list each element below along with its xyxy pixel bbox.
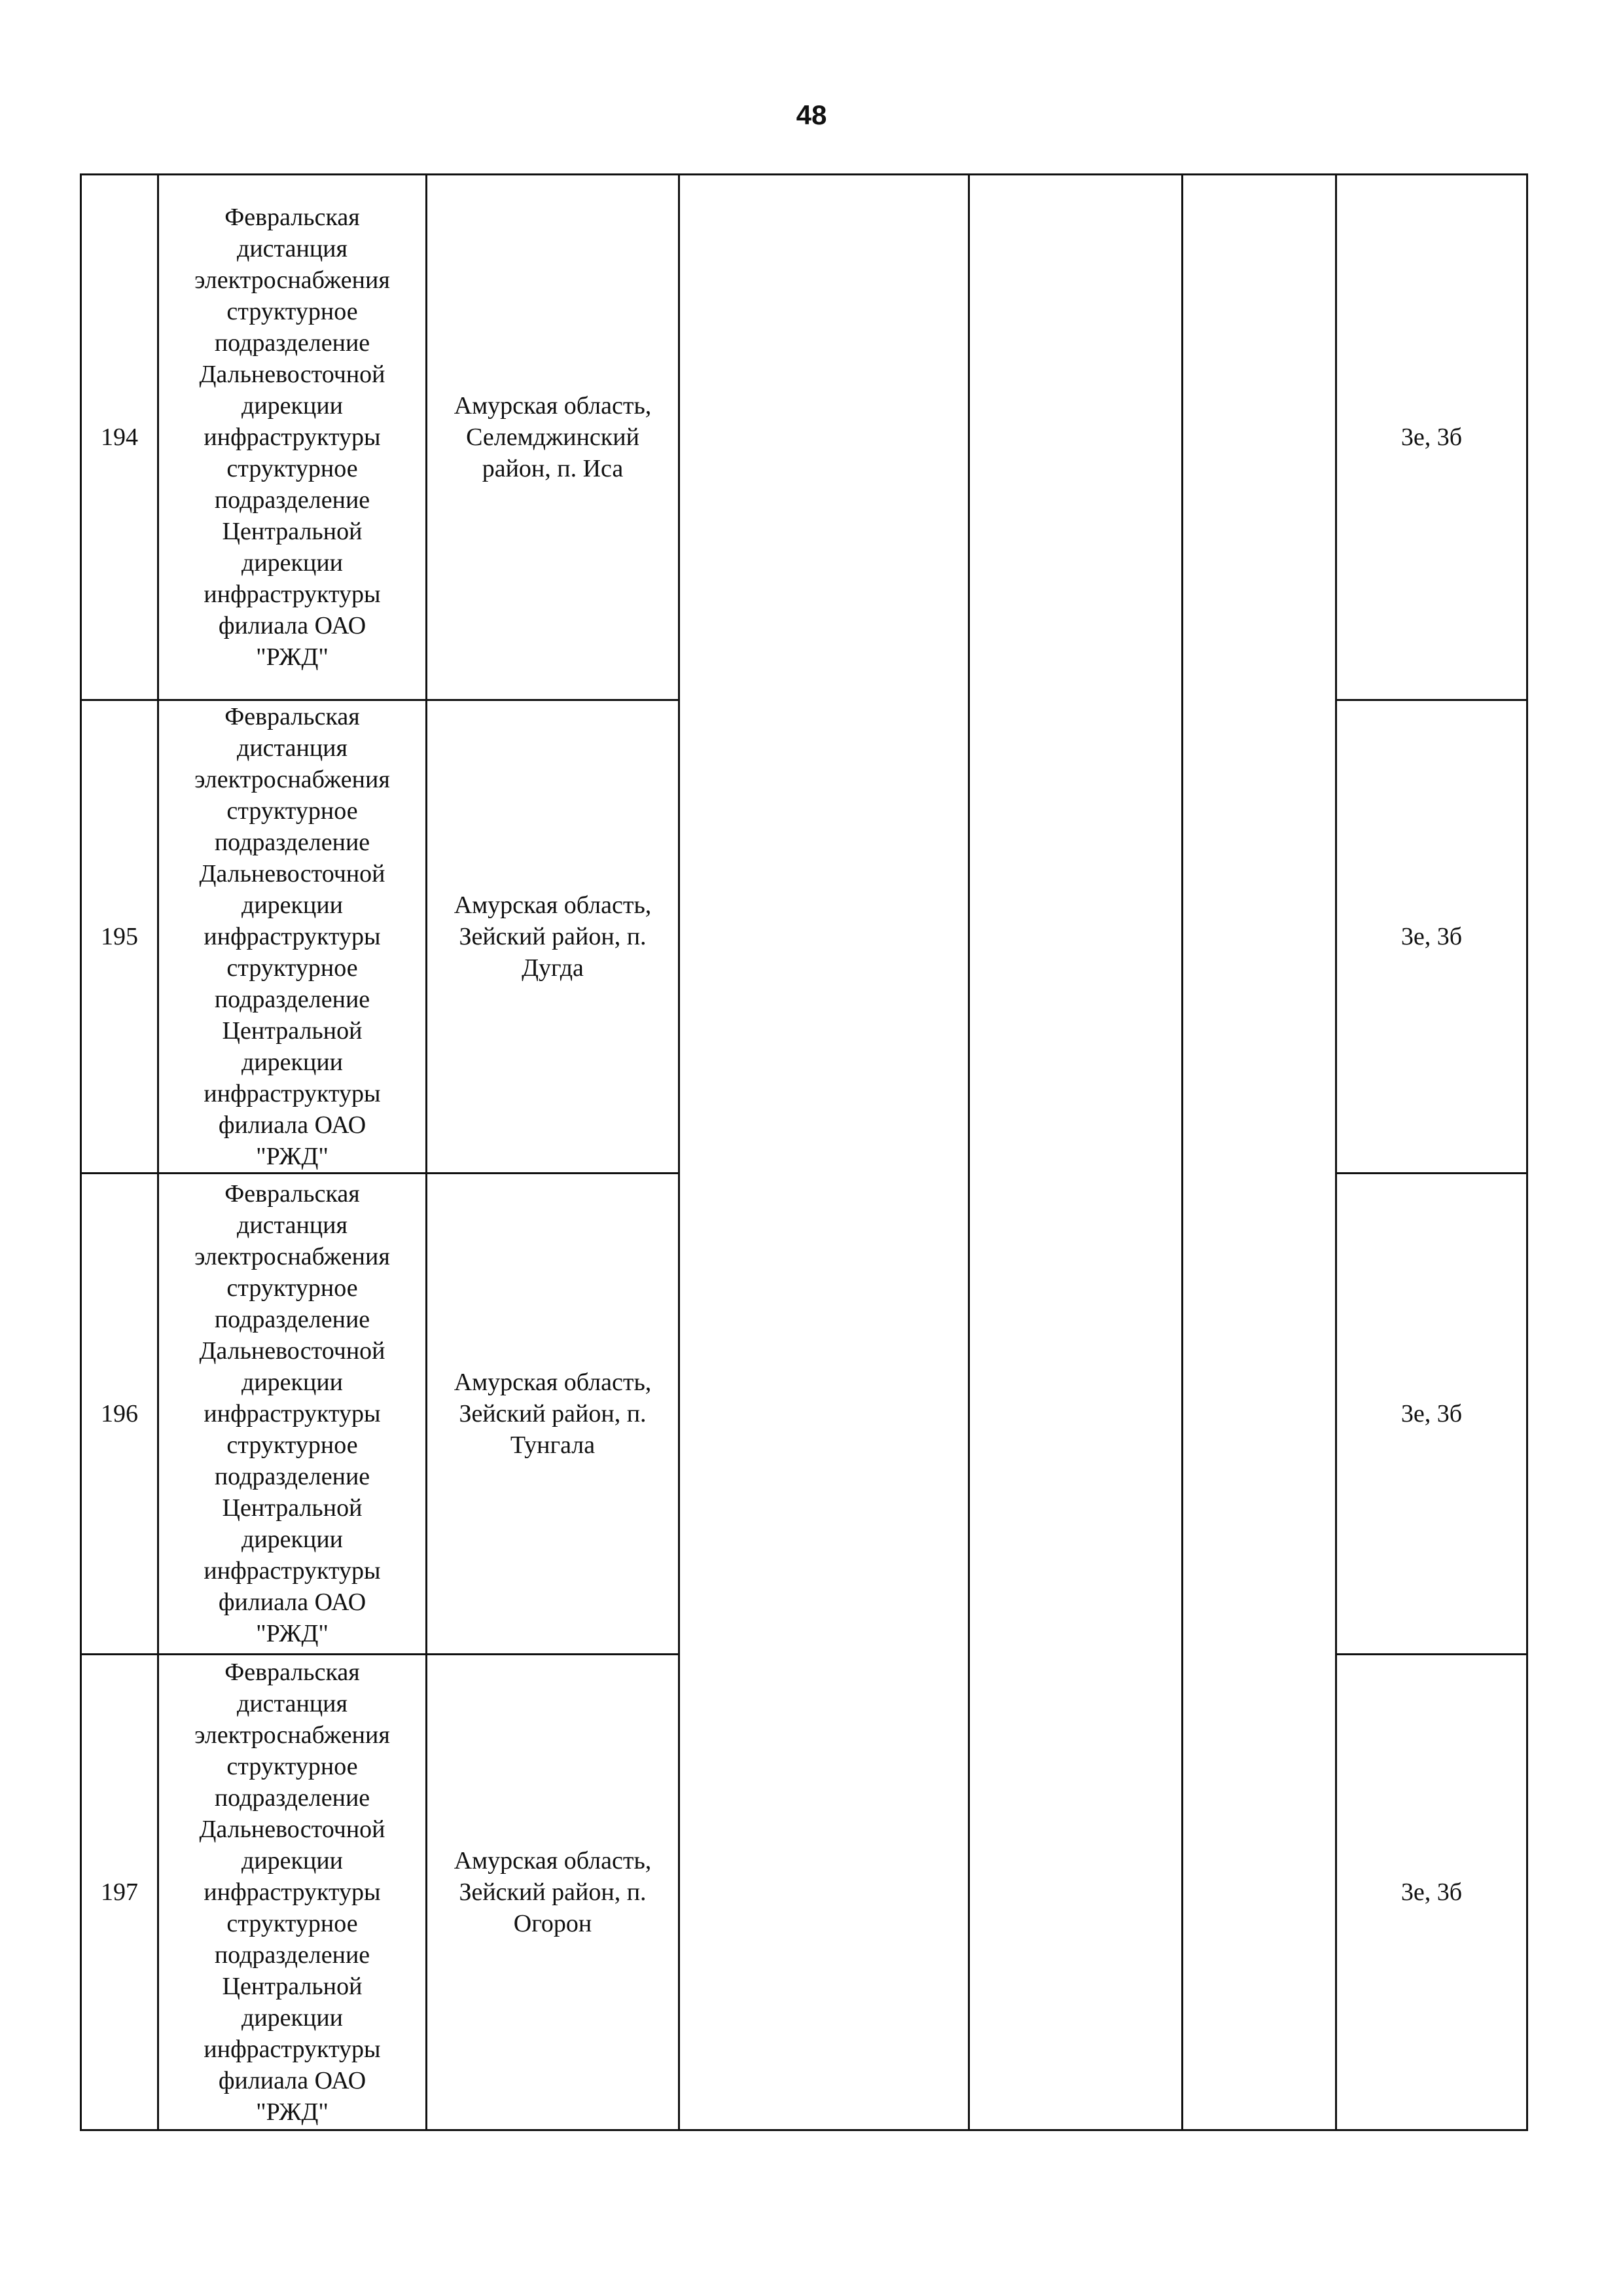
organization-cell	[158, 175, 427, 700]
organization-line: структурное	[226, 1274, 358, 1302]
address-line: Селемджинский	[466, 423, 639, 451]
code-cell: 3е, 3б	[1336, 1655, 1527, 2130]
organization-line: подразделение	[214, 329, 370, 357]
address-line: Амурская область,	[454, 392, 652, 420]
organization-line: Центральной	[222, 1494, 363, 1522]
address-cell	[427, 175, 679, 700]
organization-line: электроснабжения	[194, 1721, 390, 1749]
organization-line: электроснабжения	[194, 1243, 390, 1270]
organization-line: Февральская	[224, 1659, 360, 1686]
address-line: Дугда	[522, 954, 584, 982]
organization-line: Центральной	[222, 1973, 363, 2000]
organization-line: дирекции	[241, 1369, 343, 1396]
organization-line: подразделение	[214, 1784, 370, 1812]
merged-empty-cell	[969, 175, 1183, 2130]
organization-line: инфраструктуры	[204, 1557, 381, 1585]
organization-line: дирекции	[241, 1847, 343, 1874]
organization-line: филиала ОАО	[218, 612, 366, 639]
address-line: Амурская область,	[454, 1369, 652, 1396]
organization-line: структурное	[226, 797, 358, 825]
organization-line: дистанция	[237, 734, 348, 762]
row-number: 195	[81, 700, 158, 1174]
organization-line: инфраструктуры	[204, 1878, 381, 1906]
organization-line: подразделение	[214, 1306, 370, 1333]
organization-line: Центральной	[222, 518, 363, 545]
organization-line: подразделение	[214, 486, 370, 514]
organization-line: структурное	[226, 954, 358, 982]
organization-cell	[158, 1174, 427, 1655]
address-line: Зейский район, п.	[459, 1878, 647, 1906]
organization-line: "РЖД"	[256, 1620, 329, 1647]
merged-empty-cell	[1183, 175, 1336, 2130]
organization-line: дистанция	[237, 1211, 348, 1239]
row-number: 197	[81, 1655, 158, 2130]
address-line: Зейский район, п.	[459, 923, 647, 950]
address-line: Амурская область,	[454, 891, 652, 919]
organization-line: подразделение	[214, 829, 370, 856]
organization-line: дирекции	[241, 549, 343, 577]
organization-line: подразделение	[214, 1941, 370, 1969]
page-number: 48	[796, 99, 827, 130]
organization-line: инфраструктуры	[204, 2036, 381, 2063]
address-cell	[427, 700, 679, 1174]
organization-line: Февральская	[224, 1180, 360, 1208]
address-cell	[427, 1655, 679, 2130]
organization-line: филиала ОАО	[218, 2067, 366, 2094]
organization-line: подразделение	[214, 1463, 370, 1490]
organization-line: "РЖД"	[256, 2098, 329, 2126]
organization-line: структурное	[226, 455, 358, 482]
merged-empty-cell	[679, 175, 969, 2130]
organization-line: структурное	[226, 1431, 358, 1459]
organization-line: дирекции	[241, 2004, 343, 2032]
organization-line: структурное	[226, 1910, 358, 1937]
organization-line: инфраструктуры	[204, 923, 381, 950]
code-cell: 3е, 3б	[1336, 1174, 1527, 1655]
organization-line: инфраструктуры	[204, 581, 381, 608]
organization-line: дистанция	[237, 1690, 348, 1717]
registry-table	[80, 173, 1528, 2131]
address-cell	[427, 1174, 679, 1655]
organization-line: Февральская	[224, 703, 360, 730]
organization-line: дистанция	[237, 235, 348, 262]
organization-line: Дальневосточной	[199, 860, 385, 888]
address-line: Тунгала	[510, 1431, 596, 1459]
code-cell: 3е, 3б	[1336, 700, 1527, 1174]
organization-line: инфраструктуры	[204, 423, 381, 451]
address-line: район, п. Иса	[482, 455, 624, 482]
organization-line: Дальневосточной	[199, 361, 385, 388]
organization-line: дирекции	[241, 1049, 343, 1076]
organization-line: дирекции	[241, 891, 343, 919]
organization-line: дирекции	[241, 392, 343, 420]
organization-cell	[158, 700, 427, 1174]
table-row	[81, 175, 1527, 700]
organization-line: "РЖД"	[256, 1143, 329, 1170]
organization-line: инфраструктуры	[204, 1080, 381, 1107]
organization-line: дирекции	[241, 1526, 343, 1553]
organization-line: Центральной	[222, 1017, 363, 1045]
organization-line: Февральская	[224, 204, 360, 231]
address-line: Амурская область,	[454, 1847, 652, 1874]
address-line: Огорон	[513, 1910, 592, 1937]
organization-line: филиала ОАО	[218, 1588, 366, 1616]
row-number: 194	[81, 175, 158, 700]
row-number: 196	[81, 1174, 158, 1655]
organization-line: структурное	[226, 1753, 358, 1780]
organization-line: подразделение	[214, 986, 370, 1013]
organization-line: Дальневосточной	[199, 1337, 385, 1365]
organization-line: филиала ОАО	[218, 1111, 366, 1139]
organization-line: инфраструктуры	[204, 1400, 381, 1427]
organization-line: электроснабжения	[194, 766, 390, 793]
organization-line: структурное	[226, 298, 358, 325]
organization-line: "РЖД"	[256, 643, 329, 671]
organization-line: электроснабжения	[194, 266, 390, 294]
address-line: Зейский район, п.	[459, 1400, 647, 1427]
organization-line: Дальневосточной	[199, 1816, 385, 1843]
organization-cell	[158, 1655, 427, 2130]
code-cell: 3е, 3б	[1336, 175, 1527, 700]
